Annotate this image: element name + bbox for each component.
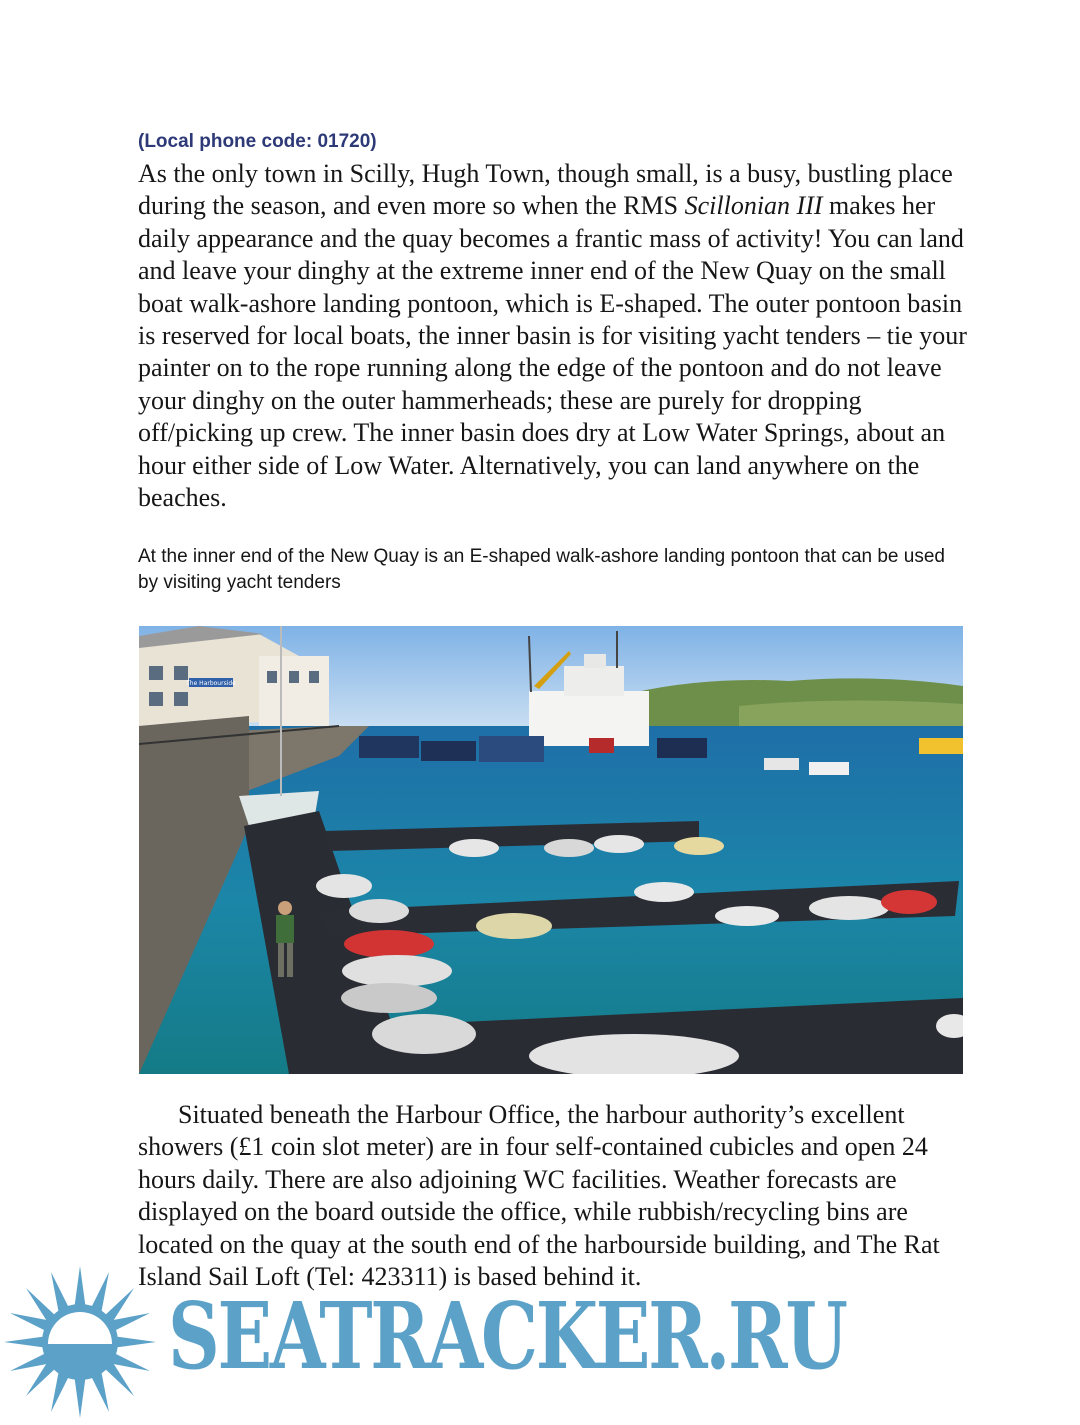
harbour-photo [139,626,963,1074]
intro-paragraph [138,158,968,514]
watermark-text: SEATRACKER.RU [168,1282,846,1390]
ship-name: Scillonian III [684,191,823,221]
watermark [0,1262,1080,1425]
photo-caption: At the inner end of the New Quay is an E-shaped walk-ashore landing pontoon that can be used by visiting yacht tenders [138,546,945,593]
harbourside-sign: The Harbourside [186,680,236,687]
facilities-paragraph: Situated beneath the Harbour Office, the harbour authority’s excellent showers (£1 coin slot meter) are in four self-contained cubicles and open 24 hours daily. There are also adjoining WC facilities. Weather forecasts are displayed on the board outside the office, while rubbish/recycling bins are located on the quay at the south end of the harbourside building, and The Rat Island Sail Loft (Tel: 423311) is based behind it. [138,1100,940,1292]
intro-text-start: As the only town in Scilly, Hugh Town, though small, is a busy, bustling place during the season, and even more so when the RMS [138,159,953,221]
sun-logo-icon [0,1262,160,1422]
intro-text-end: makes her daily appearance and the quay becomes a frantic mass of activity! You can land and leave your dinghy at the extreme inner end of the New Quay on the small boat walk-ashore landing pontoon, which is E-shaped. The outer pontoon basin is reserved for local boats, the inner basin is for visiting yacht tenders – tie your painter on to the rope running along the edge of the pontoon and do not leave your dinghy on the outer hammerheads; these are purely for dropping off/picking up crew. The inner basin does dry at Low Water Springs, about an hour either side of Low Water. Alternatively, you can land anywhere on the beaches. [138,191,967,513]
local-phone-code: (Local phone code: 01720) [138,131,377,152]
